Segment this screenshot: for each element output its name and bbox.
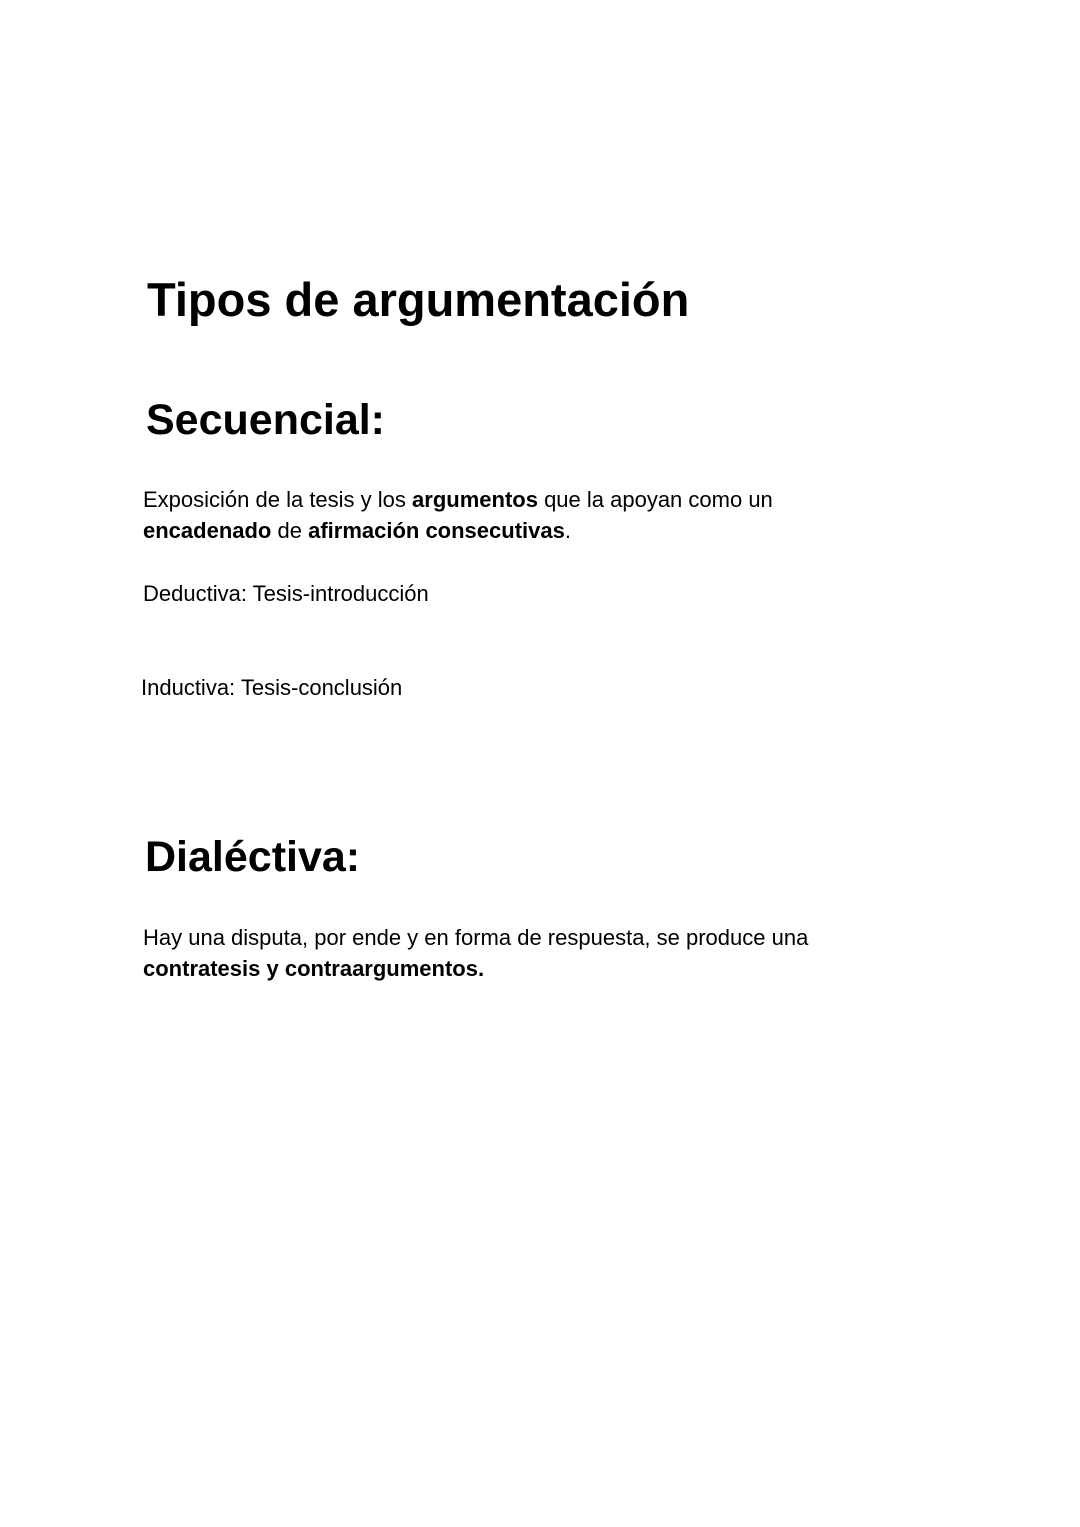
paragraph-line: Hay una disputa, por ende y en forma de respuesta, se produce una <box>143 925 809 950</box>
page-title: Tipos de argumentación <box>147 273 690 326</box>
bold-text: afirmación consecutivas <box>308 518 565 543</box>
deductiva-text: Deductiva: Tesis-introducción <box>143 581 429 606</box>
paragraph-line <box>143 484 773 515</box>
inductiva-text: Inductiva: Tesis-conclusión <box>141 675 403 700</box>
heading-dialectiva: Dialéctiva: <box>145 833 361 881</box>
text: Exposición de la tesis y los <box>143 487 413 512</box>
heading-secuencial: Secuencial: <box>146 396 385 444</box>
text: de <box>271 518 309 543</box>
bold-text: argumentos <box>412 487 538 512</box>
text: que la apoyan como un <box>537 487 773 512</box>
text: . <box>564 518 571 543</box>
bold-text: contratesis y contraargumentos. <box>143 956 485 981</box>
bold-text: encadenado <box>143 518 272 543</box>
dialectiva-paragraph <box>143 922 808 984</box>
paragraph-line <box>143 515 773 546</box>
paragraph-line <box>143 953 808 984</box>
secuencial-paragraph <box>143 484 773 546</box>
